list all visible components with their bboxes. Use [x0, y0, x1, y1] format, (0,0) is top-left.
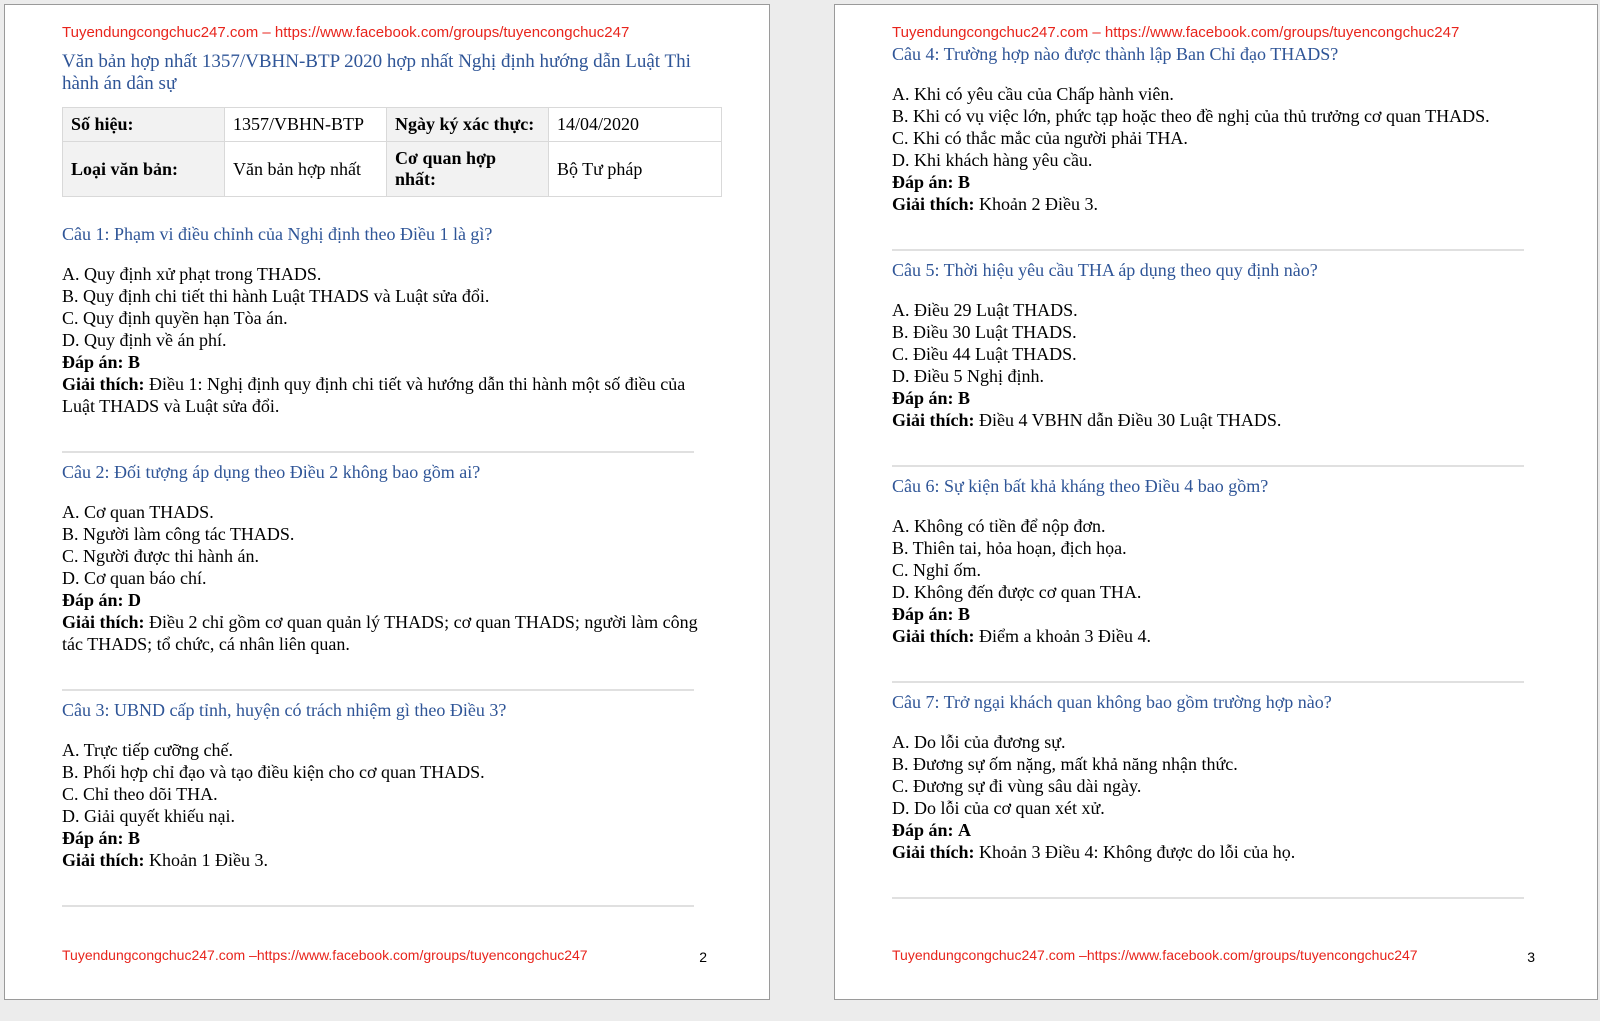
option-a: A. Do lỗi của đương sự. [892, 732, 1066, 752]
ngay-label: Ngày ký xác thực: [387, 108, 549, 142]
option-d: D. Khi khách hàng yêu cầu. [892, 150, 1093, 170]
option-a: A. Khi có yêu cầu của Chấp hành viên. [892, 84, 1174, 104]
option-b: B. Phối hợp chỉ đạo và tạo điều kiện cho cơ quan THADS. [62, 762, 485, 782]
option-b: B. Thiên tai, hỏa hoạn, địch họa. [892, 538, 1127, 558]
page-number: 2 [699, 949, 707, 965]
explanation-text: Điều 1: Nghị định quy định chi tiết và hướng dẫn thi hành một số điều của Luật THADS và Luật sửa đổi. [62, 374, 686, 416]
footer-link[interactable]: Tuyendungcongchuc247.com –https://www.facebook.com/groups/tuyencongchuc247 [62, 947, 588, 963]
option-c: C. Chỉ theo dõi THA. [62, 784, 218, 804]
explanation: Giải thích: Điểm a khoản 3 Điều 4. [892, 626, 1151, 646]
answer: Đáp án: B [892, 388, 971, 408]
answer: Đáp án: B [892, 604, 971, 624]
explanation-text: Khoản 2 Điều 3. [979, 194, 1098, 214]
divider [62, 451, 694, 453]
option-d: D. Cơ quan báo chí. [62, 568, 207, 588]
so-hieu-value: 1357/VBHN-BTP [225, 108, 387, 142]
answer: Đáp án: B [892, 172, 971, 192]
answer-value: D [128, 590, 142, 610]
document-page-2 [4, 4, 770, 1000]
coquan-label: Cơ quan hợp nhất: [387, 142, 549, 197]
option-b: B. Người làm công tác THADS. [62, 524, 295, 544]
explanation: Giải thích: Điều 1: Nghị định quy định chi tiết và hướng dẫn thi hành một số điều của Luật THADS và Luật sửa đổi. [62, 374, 686, 416]
answer-value: B [128, 828, 141, 848]
answer-value: B [128, 352, 141, 372]
option-b: B. Đương sự ốm nặng, mất khả năng nhận thức. [892, 754, 1238, 774]
option-c: C. Đương sự đi vùng sâu dài ngày. [892, 776, 1142, 796]
explanation-text: Điều 2 chỉ gồm cơ quan quản lý THADS; cơ quan THADS; người làm công tác THADS; tổ chức, cá nhân liên quan. [62, 612, 698, 654]
option-a: A. Cơ quan THADS. [62, 502, 214, 522]
question-3 [62, 699, 708, 871]
header-link[interactable]: Tuyendungcongchuc247.com – https://www.facebook.com/groups/tuyencongchuc247 [62, 24, 630, 41]
answer-value: B [958, 172, 971, 192]
option-d: D. Điều 5 Nghị định. [892, 366, 1044, 386]
divider [62, 689, 694, 691]
document-page-3 [834, 4, 1598, 1000]
option-d: D. Giải quyết khiếu nại. [62, 806, 235, 826]
document-title: Văn bản hợp nhất 1357/VBHN-BTP 2020 hợp nhất Nghị định hướng dẫn Luật Thi hành án dân sự [62, 51, 691, 94]
answer-value: B [958, 388, 971, 408]
explanation-text: Điểm a khoản 3 Điều 4. [979, 626, 1151, 646]
question-1 [62, 223, 708, 417]
ngay-value: 14/04/2020 [549, 108, 722, 142]
option-c: C. Nghỉ ốm. [892, 560, 982, 580]
option-d: D. Không đến được cơ quan THA. [892, 582, 1142, 602]
option-b: B. Quy định chi tiết thi hành Luật THADS và Luật sửa đổi. [62, 286, 490, 306]
option-a: A. Không có tiền để nộp đơn. [892, 516, 1106, 536]
option-d: D. Do lỗi của cơ quan xét xử. [892, 798, 1105, 818]
question-title: Câu 3: UBND cấp tỉnh, huyện có trách nhiệm gì theo Điều 3? [62, 700, 507, 720]
option-b: B. Điều 30 Luật THADS. [892, 322, 1077, 342]
question-7 [892, 691, 1552, 863]
page-number: 3 [1527, 949, 1535, 965]
so-hieu-label: Số hiệu: [63, 108, 225, 142]
option-a: A. Quy định xử phạt trong THADS. [62, 264, 322, 284]
explanation-text: Khoản 1 Điều 3. [149, 850, 268, 870]
option-d: D. Quy định về án phí. [62, 330, 227, 350]
question-6 [892, 475, 1552, 647]
option-a: A. Điều 29 Luật THADS. [892, 300, 1078, 320]
explanation: Giải thích: Điều 2 chỉ gồm cơ quan quản lý THADS; cơ quan THADS; người làm công tác THADS; tổ chức, cá nhân liên quan. [62, 612, 698, 654]
option-c: C. Người được thi hành án. [62, 546, 260, 566]
question-5 [892, 259, 1552, 431]
question-title: Câu 4: Trường hợp nào được thành lập Ban Chỉ đạo THADS? [892, 44, 1339, 64]
option-c: C. Khi có thắc mắc của người phải THA. [892, 128, 1188, 148]
option-c: C. Điều 44 Luật THADS. [892, 344, 1077, 364]
coquan-value: Bộ Tư pháp [549, 142, 722, 197]
divider [62, 905, 694, 907]
answer: Đáp án: B [62, 352, 141, 372]
question-4 [892, 43, 1552, 215]
question-title: Câu 6: Sự kiện bất khả kháng theo Điều 4 bao gồm? [892, 476, 1269, 496]
answer-value: A [958, 820, 972, 840]
loai-value: Văn bản hợp nhất [225, 142, 387, 197]
answer-value: B [958, 604, 971, 624]
explanation: Giải thích: Khoản 3 Điều 4: Không được do lỗi của họ. [892, 842, 1296, 862]
divider [892, 465, 1524, 467]
explanation-text: Điều 4 VBHN dẫn Điều 30 Luật THADS. [979, 410, 1282, 430]
explanation: Giải thích: Khoản 1 Điều 3. [62, 850, 268, 870]
divider [892, 897, 1524, 899]
divider [892, 249, 1524, 251]
question-title: Câu 2: Đối tượng áp dụng theo Điều 2 không bao gồm ai? [62, 462, 481, 482]
answer: Đáp án: A [892, 820, 972, 840]
answer: Đáp án: B [62, 828, 141, 848]
question-title: Câu 1: Phạm vi điều chỉnh của Nghị định theo Điều 1 là gì? [62, 224, 493, 244]
footer-link[interactable]: Tuyendungcongchuc247.com –https://www.facebook.com/groups/tuyencongchuc247 [892, 947, 1418, 963]
loai-label: Loại văn bản: [63, 142, 225, 197]
question-title: Câu 7: Trở ngại khách quan không bao gồm trường hợp nào? [892, 692, 1332, 712]
question-title: Câu 5: Thời hiệu yêu cầu THA áp dụng theo quy định nào? [892, 260, 1318, 280]
option-a: A. Trực tiếp cưỡng chế. [62, 740, 234, 760]
option-b: B. Khi có vụ việc lớn, phức tạp hoặc theo đề nghị của thủ trưởng cơ quan THADS. [892, 106, 1490, 126]
divider [892, 681, 1524, 683]
document-meta-table [62, 107, 722, 197]
question-2 [62, 461, 708, 655]
option-c: C. Quy định quyền hạn Tòa án. [62, 308, 288, 328]
explanation: Giải thích: Khoản 2 Điều 3. [892, 194, 1098, 214]
header-link[interactable]: Tuyendungcongchuc247.com – https://www.facebook.com/groups/tuyencongchuc247 [892, 24, 1460, 41]
explanation: Giải thích: Điều 4 VBHN dẫn Điều 30 Luật THADS. [892, 410, 1282, 430]
explanation-text: Khoản 3 Điều 4: Không được do lỗi của họ. [979, 842, 1296, 862]
answer: Đáp án: D [62, 590, 142, 610]
